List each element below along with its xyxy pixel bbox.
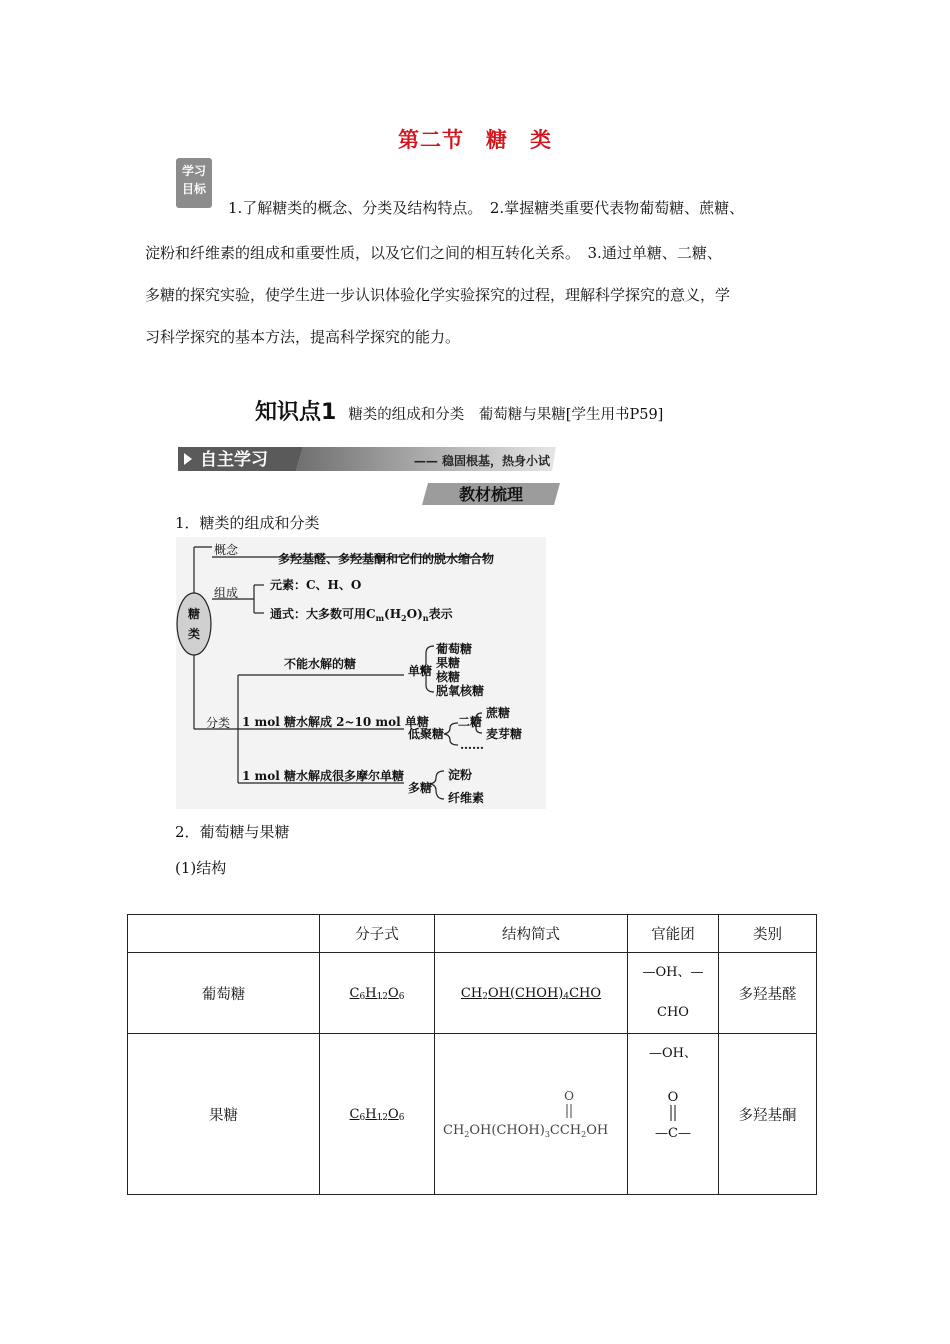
fructose-name: 果糖 <box>128 1034 320 1195</box>
objectives-badge <box>176 158 212 208</box>
sugar-classification-diagram <box>176 537 546 809</box>
section-2-subheading: (1)结构 <box>175 859 227 877</box>
fructose-struct-o: O <box>564 1089 574 1103</box>
poly-item-2: 纤维素 <box>448 791 485 805</box>
section-1-heading: 1．糖类的组成和分类 <box>175 514 320 532</box>
fructose-group <box>628 1034 719 1195</box>
carbonyl-o: O <box>667 1090 679 1105</box>
structure-table <box>127 914 817 1195</box>
composition-label: 组成 <box>214 586 239 600</box>
badge-bottom: 目标 <box>181 182 206 196</box>
section-2-heading: 2．葡萄糖与果糖 <box>175 823 290 841</box>
knowledge-point-subtitle: 糖类的组成和分类 葡萄糖与果糖[学生用书P59] <box>348 407 664 423</box>
carbonyl-c: —C— <box>655 1126 691 1141</box>
diagram-center-bottom: 类 <box>187 627 201 641</box>
mono-label: 单糖 <box>408 664 433 678</box>
di-label: 二糖 <box>458 715 483 729</box>
mono-item-4: 脱氧核糖 <box>436 684 485 698</box>
header-structure: 结构简式 <box>435 915 628 953</box>
glucose-structure: $CH_2OH(CHOH)_4CHO$ <box>435 953 628 1034</box>
header-category: 类别 <box>719 915 817 953</box>
knowledge-point-number: 知识点1 <box>255 400 337 425</box>
jiaocai-badge <box>422 483 560 505</box>
objective-line-3: 多糖的探究实验，使学生进一步认识体验化学实验探究的过程，理解科学探究的意义，学 <box>145 286 731 304</box>
branch-poly: 1 mol 糖水解成很多摩尔单糖 <box>242 769 404 783</box>
knowledge-point-heading <box>255 395 663 426</box>
glucose-formula: $C_6H_{12}O_6$ <box>320 953 435 1034</box>
table-header-row <box>128 915 817 953</box>
glucose-name: 葡萄糖 <box>128 953 320 1034</box>
carbonyl-group-svg <box>643 1087 703 1157</box>
header-empty <box>128 915 320 953</box>
poly-item-1: 淀粉 <box>448 768 473 782</box>
classify-label: 分类 <box>206 716 231 730</box>
di-item-2: 麦芽糖 <box>486 727 523 741</box>
objective-line-2: 淀粉和纤维素的组成和重要性质，以及它们之间的相互转化关系。 3.通过单糖、二糖、 <box>145 244 722 262</box>
branch-unhydrolysable: 不能水解的糖 <box>284 657 357 671</box>
fructose-struct-text: $CH_2OH(CHOH)_3CCH_2OH$ <box>443 1123 609 1139</box>
objective-line-4: 习科学探究的基本方法，提高科学探究的能力。 <box>145 328 461 346</box>
self-study-band <box>178 447 556 471</box>
general-formula: 通式：大多数可用$C_m(H_2O)_n$表示 <box>270 607 453 623</box>
diagram-center-top: 糖 <box>187 607 201 621</box>
glucose-group: —OH、— CHO <box>628 953 719 1034</box>
badge-top: 学习 <box>181 164 206 178</box>
mono-item-2: 果糖 <box>436 656 461 670</box>
jiaocai-label: 教材梳理 <box>458 485 524 504</box>
concept-text: 多羟基醛、多羟基酮和它们的脱水缩合物 <box>278 552 495 566</box>
fructose-structure <box>435 1034 628 1195</box>
band-right-text: —— 稳固根基，热身小试 <box>413 454 550 468</box>
table-row <box>128 953 817 1034</box>
table-row <box>128 1034 817 1195</box>
poly-label: 多糖 <box>408 781 433 795</box>
fructose-group-line1: —OH、 <box>649 1046 697 1061</box>
section-title: 第二节 糖 类 <box>398 127 552 152</box>
header-formula: 分子式 <box>320 915 435 953</box>
mono-item-3: 核糖 <box>436 670 461 684</box>
oligo-etc: …… <box>460 738 484 752</box>
glucose-category: 多羟基醛 <box>719 953 817 1034</box>
fructose-category: 多羟基酮 <box>719 1034 817 1195</box>
di-item-1: 蔗糖 <box>486 706 511 720</box>
band-label: 自主学习 <box>200 450 268 470</box>
fructose-formula: $C_6H_{12}O_6$ <box>320 1034 435 1195</box>
fructose-structure-svg <box>435 1074 627 1154</box>
mono-item-1: 葡萄糖 <box>436 642 473 656</box>
elements-text: 元素：C、H、O <box>270 578 362 592</box>
objective-line-1: 1.了解糖类的概念、分类及结构特点。 2.掌握糖类重要代表物葡萄糖、蔗糖、 <box>228 199 745 217</box>
oligo-label: 低聚糖 <box>408 727 445 741</box>
concept-label: 概念 <box>214 543 239 557</box>
header-group: 官能团 <box>628 915 719 953</box>
branch-oligo: 1 mol 糖水解成 2~10 mol 单糖 <box>242 715 429 729</box>
